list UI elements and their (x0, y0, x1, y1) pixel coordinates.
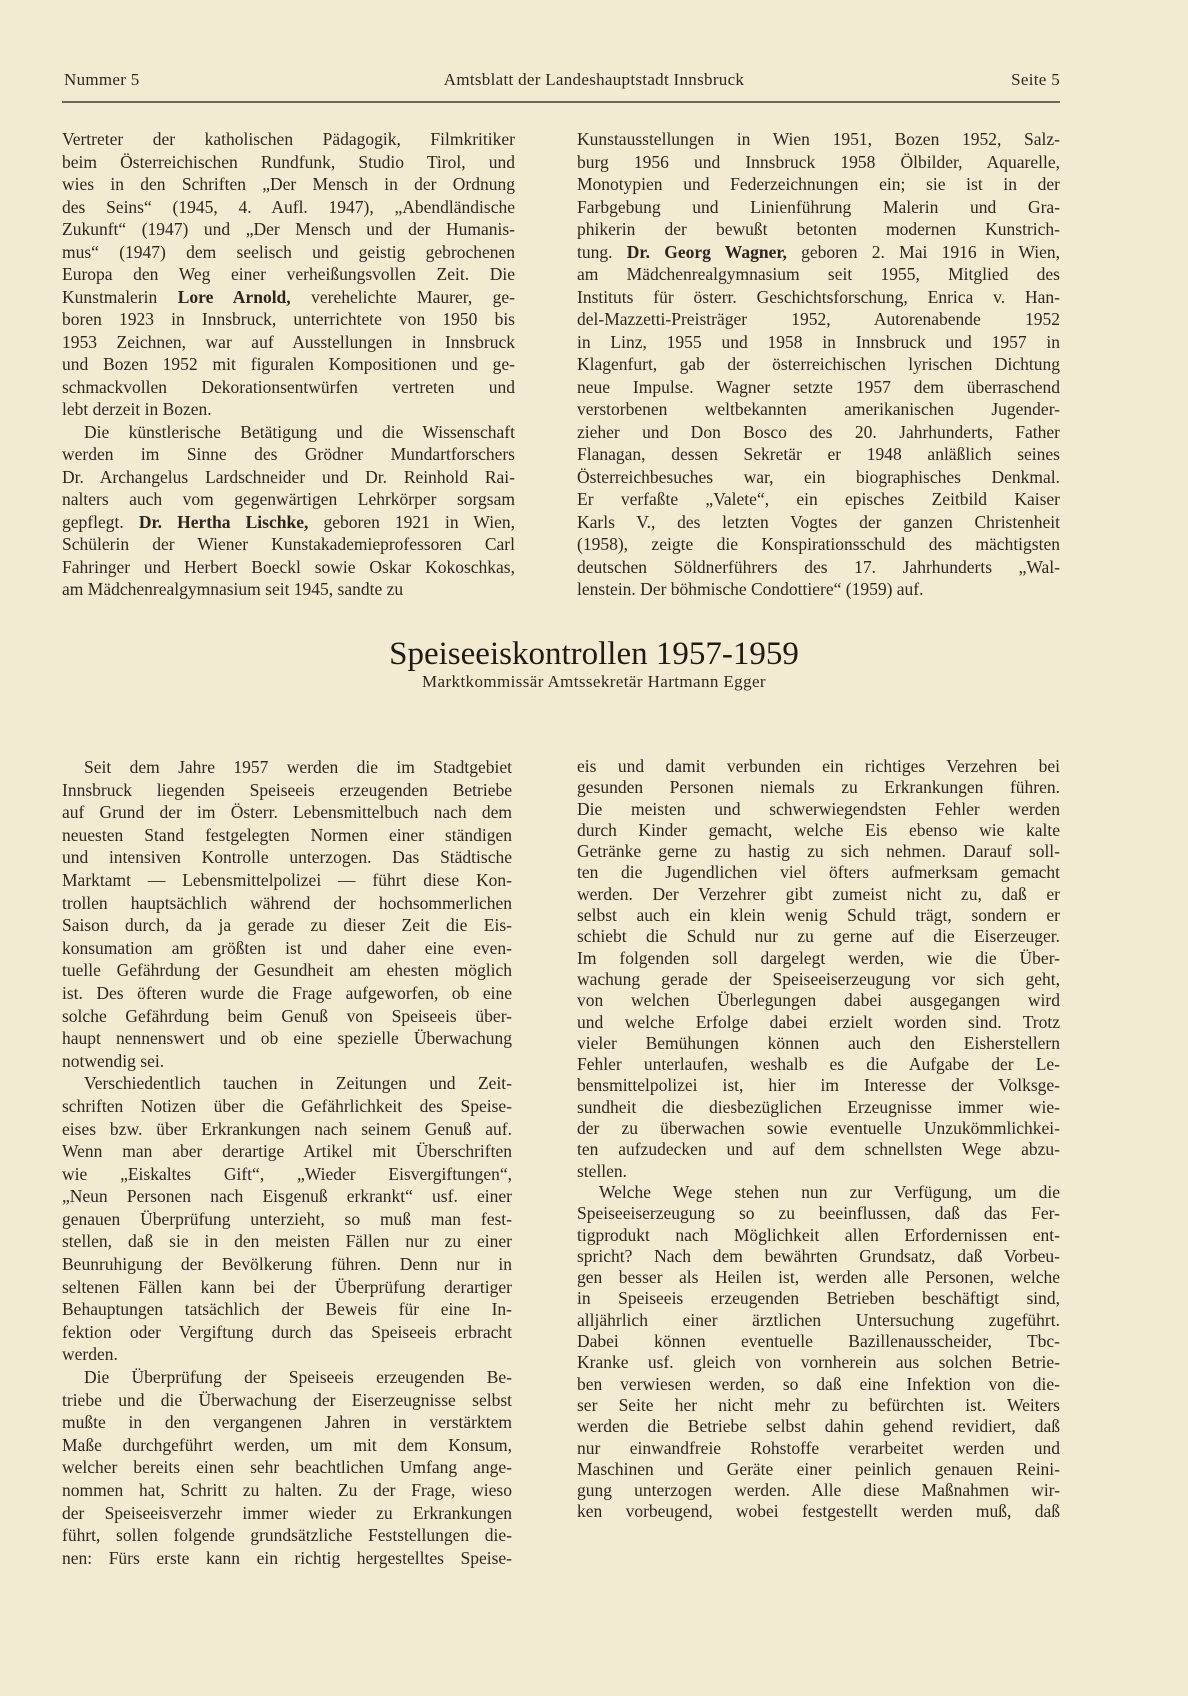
text-line: von welchen Überlegungen dabei ausgegangen wird (577, 990, 1060, 1011)
person-name: Dr. Hertha Lischke, (138, 511, 309, 532)
text-line: nalters auch vom gegenwärtigen Lehrkörper sorgsam (62, 489, 515, 509)
person-name: Lore Arnold, (177, 286, 291, 307)
line-text: Kunstmalerin (62, 286, 178, 307)
text-line: Wenn man aber derartige Artikel mit Überschriften (62, 1141, 512, 1162)
line-text: geboren 1921 in Wien, (308, 511, 515, 532)
text-line: werden die Betriebe selbst dahin gehend revidiert, daß (577, 1416, 1060, 1437)
text-line: boren 1923 in Innsbruck, unterrichtete von 1950 bis (62, 309, 515, 329)
text-line: Verschiedentlich tauchen in Zeitungen und Zeit- (84, 1073, 512, 1094)
text-line: werden im Sinne des Grödner Mundartforschers (62, 444, 515, 464)
text-line: Kranke usf. gleich von vornherein aus solchen Betrie- (577, 1352, 1060, 1373)
text-line: ser Seite her nicht mehr zu befürchten ist. Weiters (577, 1394, 1060, 1415)
text-line: Klagenfurt, gab der österreichischen lyrischen Dichtung (577, 354, 1060, 374)
text-line: nen: Fürs erste kann ein richtig hergestelltes Speise- (62, 1547, 512, 1568)
text-line: Seit dem Jahre 1957 werden die im Stadtgebiet (84, 757, 512, 777)
column-top-right (577, 128, 1060, 601)
text-line: „Neun Personen nach Eisgenuß erkrankt“ usf. einer (62, 1186, 512, 1207)
text-line: führt, sollen folgende grundsätzliche Feststellungen die- (62, 1525, 512, 1546)
text-line: schriften Notizen über die Gefährlichkeit des Speise- (62, 1095, 512, 1116)
text-line: Zukunft“ (1947) und „Der Mensch und der Humanis- (62, 219, 515, 239)
text-line: alljährlich einer ärztlichen Untersuchung zugeführt. (577, 1309, 1060, 1330)
text-line: und intensiven Kontrolle unterzogen. Das Städtische (62, 847, 512, 868)
text-line: eis und damit verbunden ein richtiges Verzehren bei (577, 756, 1060, 776)
text-line (62, 286, 515, 309)
text-line: Marktamt — Lebensmittelpolizei — führt diese Kon- (62, 869, 512, 890)
text-line: Instituts für österr. Geschichtsforschung, Enrica v. Han- (577, 286, 1060, 307)
text-line: ist. Des öfteren wurde die Frage aufgeworfen, ob eine (62, 982, 512, 1003)
text-line: wie „Eiskaltes Gift“, „Wieder Eisvergiftungen“, (62, 1163, 512, 1184)
text-line: gen besser als Heilen ist, werden alle Personen, welche (577, 1267, 1060, 1288)
text-line: gung unterzogen werden. Alle diese Maßnahmen wir- (577, 1480, 1060, 1501)
text-line: phikerin der bewußt betonten modernen Kunstrich- (577, 219, 1060, 239)
paragraph (577, 1182, 1060, 1523)
text-line: Die meisten und schwerwiegendsten Fehler werden (577, 798, 1060, 819)
paragraph (62, 128, 515, 421)
text-line: Dr. Archangelus Lardschneider und Dr. Reinhold Rai- (62, 466, 515, 487)
text-line: und welche Erfolge dabei erzielt worden sind. Trotz (577, 1011, 1060, 1032)
text-line: nur einwandfreie Rohstoffe verarbeitet werden und (577, 1437, 1060, 1458)
text-line: wies in den Schriften „Der Mensch in der Ordnung (62, 174, 515, 194)
text-line: werden. Der Verzehrer gibt zumeist nicht zu, daß er (577, 883, 1060, 904)
column-top-left (62, 128, 515, 601)
text-line: am Mädchenrealgymnasium seit 1945, sandte zu (62, 579, 404, 599)
text-line: in Linz, 1955 und 1958 in Innsbruck und 1957 in (577, 331, 1060, 352)
text-line: Maße durchgeführt werden, um mit dem Konsum, (62, 1434, 512, 1455)
text-line: genauen Überprüfung unterzieht, so muß man fest- (62, 1208, 512, 1229)
text-line: mußte in den vergangenen Jahren in verstärktem (62, 1412, 512, 1433)
text-line: eises bzw. über Erkrankungen nach seinem Genuß auf. (62, 1118, 512, 1139)
paragraph (62, 1072, 512, 1366)
text-line: Österreichbesuches war, ein biographisches Denkmal. (577, 466, 1060, 487)
text-line: spricht? Nach dem bewährten Grundsatz, daß Vorbeu- (577, 1245, 1060, 1266)
text-line: nommen hat, Schritt zu halten. Zu der Frage, wieso (62, 1480, 512, 1500)
text-line: Er verfaßte „Valete“, ein episches Zeitbild Kaiser (577, 489, 1060, 509)
text-line: stellen. (577, 1160, 628, 1181)
text-line: der Speiseeisverzehr immer wieder zu Erkrankungen (62, 1502, 512, 1523)
text-line: Die künstlerische Betätigung und die Wissenschaft (84, 421, 515, 442)
text-line: am Mädchenrealgymnasium seit 1955, Mitglied des (577, 264, 1060, 284)
line-text: geboren 2. Mai 1916 in Wien, (786, 241, 1061, 262)
paragraph (62, 756, 512, 1072)
text-line: lenstein. Der böhmische Condottiere“ (1959) auf. (577, 579, 924, 599)
text-line: werden. (62, 1344, 118, 1365)
text-line: Farbgebung und Linienführung Malerin und Gra- (577, 196, 1060, 217)
text-line: Kunstausstellungen in Wien 1951, Bozen 1952, Salz- (577, 129, 1060, 149)
text-line: triebe und die Überwachung der Eiserzeugnisse selbst (62, 1389, 512, 1410)
issue-number: Nummer 5 (64, 70, 140, 89)
text-line: bensmittelpolizei ist, hier im Interesse der Volksge- (577, 1075, 1060, 1096)
text-line: gesunden Personen niemals zu Erkrankungen führen. (577, 777, 1060, 798)
text-line: Speiseeiserzeugung so zu beeinflussen, daß das Fer- (577, 1203, 1060, 1224)
text-line: der zu überwachen sowie eventuelle Unzukömmlichkei- (577, 1118, 1060, 1139)
text-line: und Bozen 1952 mit figuralen Kompositionen und ge- (62, 354, 515, 374)
text-line: Innsbruck liegenden Speiseeis erzeugenden Betriebe (62, 779, 512, 800)
text-line: haupt nennenswert und ob eine spezielle Überwachung (62, 1028, 512, 1049)
text-line: trollen hauptsächlich während der hochsommerlichen (62, 892, 512, 913)
text-line: des Seins“ (1945, 4. Aufl. 1947), „Abendländische (62, 196, 515, 217)
text-line: Saison durch, da ja gerade zu dieser Zeit die Eis- (62, 915, 512, 936)
text-line: ten aufzudecken und auf dem schnellsten Wege abzu- (577, 1139, 1060, 1160)
text-line: Beunruhigung der Bevölkerung führen. Denn nur in (62, 1254, 512, 1275)
text-line: beim Österreichischen Rundfunk, Studio Tirol, und (62, 151, 515, 172)
text-line: vieler Bemühungen können auch den Eisherstellern (577, 1032, 1060, 1053)
text-line: burg 1956 und Innsbruck 1958 Ölbilder, Aquarelle, (577, 151, 1060, 172)
text-line: Welche Wege stehen nun zur Verfügung, um die (599, 1181, 1060, 1202)
text-line: Vertreter der katholischen Pädagogik, Filmkritiker (62, 129, 515, 149)
text-line: Karls V., des letzten Vogtes der ganzen Christenheit (577, 511, 1060, 532)
text-line: Im folgenden soll dargelegt werden, wie die Über- (577, 947, 1060, 968)
text-line: zieher und Don Bosco des 20. Jahrhunderts, Father (577, 421, 1060, 442)
text-line: Monotypien und Federzeichnungen ein; sie ist in der (577, 174, 1060, 194)
text-line: Schülerin der Wiener Kunstakademieprofessoren Carl (62, 534, 515, 554)
text-line: welcher bereits einen sehr beachtlichen Umfang ange- (62, 1457, 512, 1478)
text-line: seltenen Fällen kann bei der Überprüfung derartiger (62, 1276, 512, 1297)
text-line: stellen, daß sie in den meisten Fällen nur zu einer (62, 1231, 512, 1252)
column-bottom-right (577, 756, 1060, 1523)
header-rule (62, 101, 1060, 103)
text-line: tuelle Gefährdung der Gesundheit am ehesten möglich (62, 960, 512, 981)
page-number: Seite 5 (1011, 70, 1060, 89)
text-line: Fehler unterlaufen, weshalb es die Aufgabe der Le- (577, 1054, 1060, 1075)
text-line: auf Grund der im Österr. Lebensmittelbuch nach dem (62, 802, 512, 823)
text-line: verstorbenen weltbekannten amerikanischen Jugender- (577, 399, 1060, 419)
text-line: (1958), zeigte die Konspirationsschuld des mächtigsten (577, 534, 1060, 554)
text-line: tigprodukt nach Möglichkeit allen Erfordernissen ent- (577, 1224, 1060, 1245)
text-line: Fahringer und Herbert Boeckl sowie Oskar Kokoschkas, (62, 556, 515, 577)
text-line: lebt derzeit in Bozen. (62, 399, 212, 419)
text-line: schiebt die Schuld nur zu gerne auf die Eiserzeuger. (577, 926, 1060, 947)
text-line: solche Gefährdung beim Genuß von Speiseeis über- (62, 1005, 512, 1026)
column-bottom-left (62, 756, 512, 1569)
text-line: schmackvollen Dekorationsentwürfen vertreten und (62, 376, 515, 397)
paragraph (62, 421, 515, 601)
text-line: ten die Jugendlichen viel öfters aufmerksam gemacht (577, 862, 1060, 883)
text-line: notwendig sei. (62, 1050, 165, 1071)
text-line: Dabei können eventuelle Bazillenausscheider, Tbc- (577, 1331, 1060, 1352)
text-line: Die Überprüfung der Speiseeis erzeugenden Be- (84, 1367, 512, 1388)
text-line (577, 241, 1060, 264)
line-text: gepflegt. (62, 511, 139, 532)
text-line: Getränke gerne zu hastig zu sich nehmen. Darauf soll- (577, 841, 1060, 862)
text-line: Flanagan, dessen Sekretär er 1948 anläßlich seines (577, 444, 1060, 464)
text-line: neue Impulse. Wagner setzte 1957 dem überraschend (577, 376, 1060, 397)
text-line: deutschen Söldnerführers des 17. Jahrhunderts „Wal- (577, 556, 1060, 577)
text-line: neuesten Stand festgelegten Normen einer ständigen (62, 824, 512, 845)
text-line: konsumation am größten ist und daher eine even- (62, 937, 512, 958)
publication-title: Amtsblatt der Landeshauptstadt Innsbruck (443, 70, 745, 89)
article-author: Marktkommissär Amtssekretär Hartmann Egger (422, 672, 766, 691)
line-text: tung. (577, 241, 627, 262)
text-line: fektion oder Vergiftung durch das Speiseeis erbracht (62, 1321, 512, 1342)
text-line: wachung gerade der Speiseeiserzeugung vor sich geht, (577, 968, 1060, 989)
text-line: durch Kinder gemacht, welche Eis ebenso wie kalte (577, 819, 1060, 840)
text-line: ken vorbeugend, wobei festgestellt werden muß, daß (577, 1501, 1060, 1522)
text-line: 1953 Zeichnen, war auf Ausstellungen in Innsbruck (62, 331, 515, 352)
paragraph (62, 1366, 512, 1569)
text-line: sundheit die diesbezüglichen Erzeugnisse immer wie- (577, 1096, 1060, 1117)
text-line: in Speiseeis erzeugenden Betrieben beschäftigt sind, (577, 1288, 1060, 1309)
line-text: verehelichte Maurer, ge- (290, 286, 515, 307)
text-line: Behauptungen tatsächlich der Beweis für eine In- (62, 1299, 512, 1320)
text-line: ben verwiesen werden, so daß eine Infektion von die- (577, 1373, 1060, 1394)
text-line: mus“ (1947) dem seelisch und geistig gebrochenen (62, 241, 515, 262)
text-line: del-Mazzetti-Preisträger 1952, Autorenabende 1952 (577, 309, 1060, 329)
text-line: Europa den Weg einer verheißungsvollen Zeit. Die (62, 264, 515, 284)
paragraph (577, 128, 1060, 601)
text-line: Maschinen und Geräte einer peinlich genauen Reini- (577, 1458, 1060, 1479)
person-name: Dr. Georg Wagner, (626, 241, 787, 262)
paragraph (577, 756, 1060, 1182)
text-line: selbst auch ein klein wenig Schuld trägt, sondern er (577, 905, 1060, 926)
text-line (62, 511, 515, 534)
article-title: Speiseeiskontrollen 1957-1959 (389, 636, 799, 672)
